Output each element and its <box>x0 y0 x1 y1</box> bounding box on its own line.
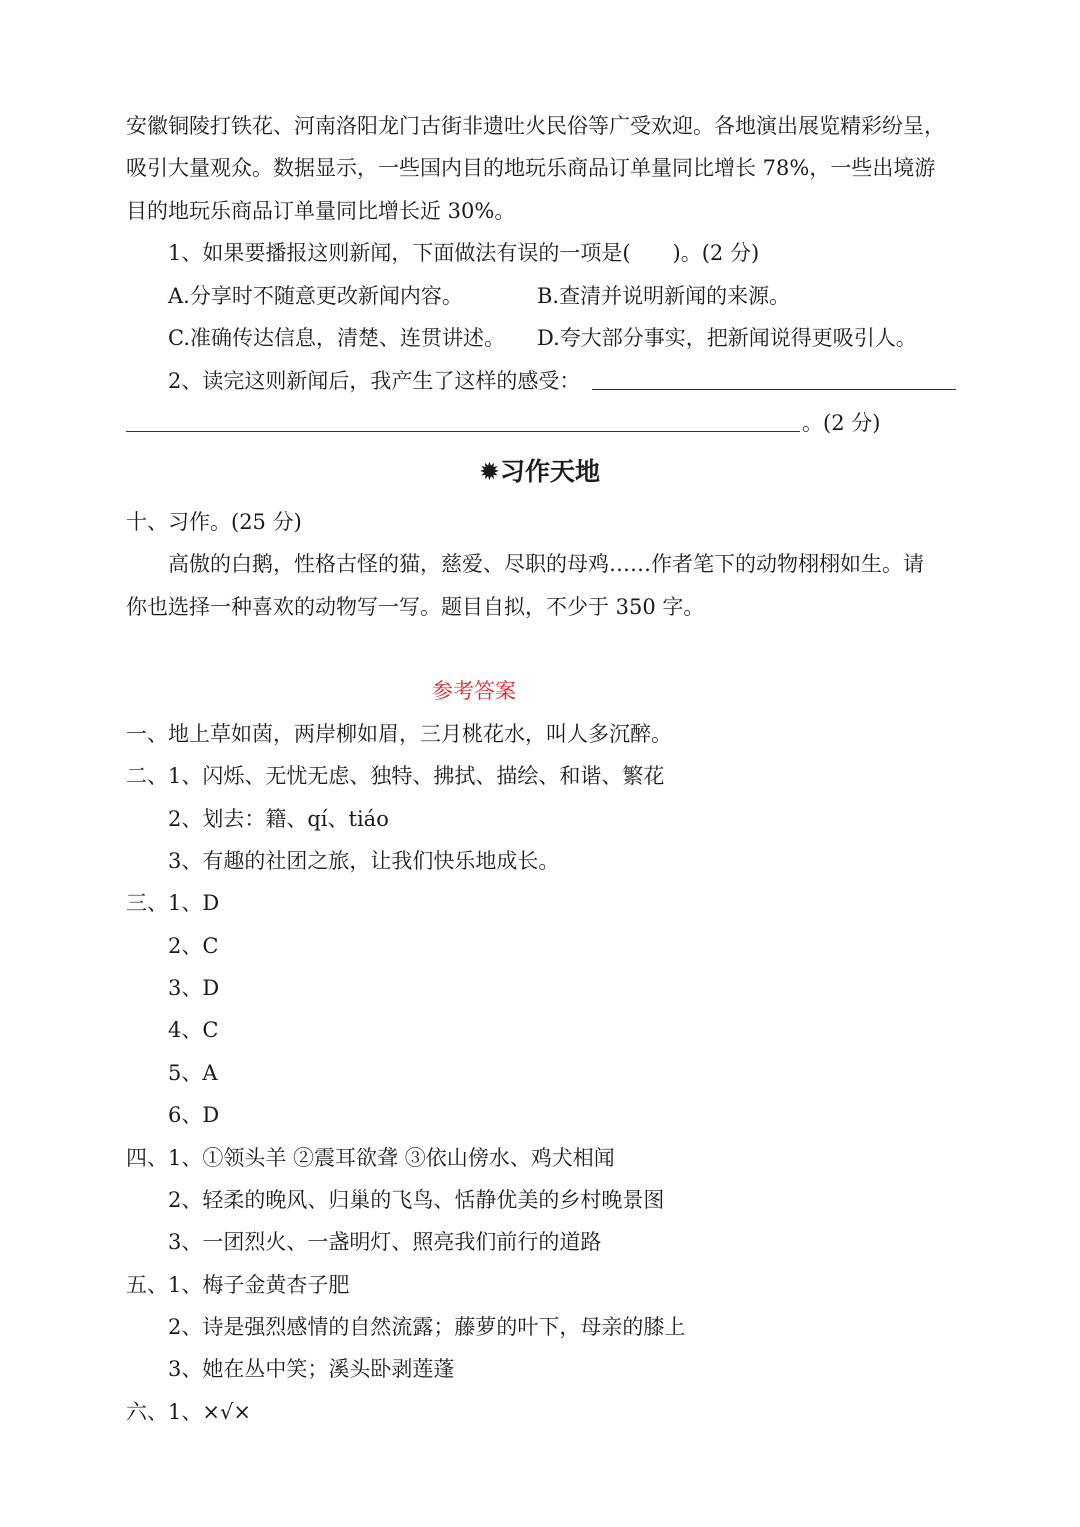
answer-item: 3、她在丛中笑；溪头卧剥莲蓬 <box>168 1357 455 1381</box>
writing-heading: 十、习作。(25 分) <box>126 510 302 534</box>
option-c: C.准确传达信息，清楚、连贯讲述。 <box>168 326 505 350</box>
answer-item: 二、1、闪烁、无忧无虑、独特、拂拭、描绘、和谐、繁花 <box>126 764 665 788</box>
passage-line-1: 安徽铜陵打铁花、河南洛阳龙门古街非遗吐火民俗等广受欢迎。各地演出展览精彩纷呈， <box>126 114 945 138</box>
answer-item: 2、C <box>168 934 219 958</box>
question-2-stem: 2、读完这则新闻后，我产生了这样的感受： <box>168 369 581 393</box>
answer-item: 5、A <box>168 1061 218 1085</box>
answer-blank-line-1[interactable] <box>592 389 956 390</box>
answer-item: 一、地上草如茵，两岸柳如眉，三月桃花水，叫人多沉醉。 <box>126 722 672 746</box>
option-d: D.夸大部分事实，把新闻说得更吸引人。 <box>537 326 917 350</box>
writing-prompt-line-1: 高傲的白鹅，性格古怪的猫，慈爱、尽职的母鸡……作者笔下的动物栩栩如生。请 <box>168 552 924 576</box>
passage-line-2: 吸引大量观众。数据显示，一些国内目的地玩乐商品订单量同比增长 78%，一些出境游 <box>126 156 936 180</box>
answer-blank-line-2[interactable] <box>126 431 800 432</box>
answer-item: 2、轻柔的晚风、归巢的飞鸟、恬静优美的乡村晚景图 <box>168 1188 665 1212</box>
answer-item: 2、诗是强烈感情的自然流露；藤萝的叶下，母亲的膝上 <box>168 1315 686 1339</box>
answer-item: 五、1、梅子金黄杏子肥 <box>126 1273 350 1297</box>
writing-prompt-line-2: 你也选择一种喜欢的动物写一写。题目自拟，不少于 350 字。 <box>126 595 705 619</box>
answer-item: 3、有趣的社团之旅，让我们快乐地成长。 <box>168 849 560 873</box>
option-b: B.查清并说明新闻的来源。 <box>537 284 791 308</box>
answer-item: 3、一团烈火、一盏明灯、照亮我们前行的道路 <box>168 1230 602 1254</box>
answer-key-title: 参考答案 <box>432 679 516 703</box>
passage-line-3: 目的地玩乐商品订单量同比增长近 30%。 <box>126 199 516 223</box>
answer-item: 3、D <box>168 976 220 1000</box>
answer-item: 6、D <box>168 1103 220 1127</box>
question-1-stem: 1、如果要播报这则新闻，下面做法有误的一项是( )。(2 分) <box>168 241 760 265</box>
answer-item: 四、1、①领头羊 ②震耳欲聋 ③依山傍水、鸡犬相闻 <box>126 1146 615 1170</box>
option-a: A.分享时不随意更改新闻内容。 <box>168 284 463 308</box>
answer-item: 4、C <box>168 1018 219 1042</box>
section-title: ✹习作天地 <box>479 457 600 486</box>
answer-item: 三、1、D <box>126 891 220 915</box>
answer-item: 六、1、×√× <box>126 1400 251 1424</box>
question-2-score: 。(2 分) <box>802 411 881 435</box>
answer-item: 2、划去：籍、qí、tiáo <box>168 807 389 831</box>
